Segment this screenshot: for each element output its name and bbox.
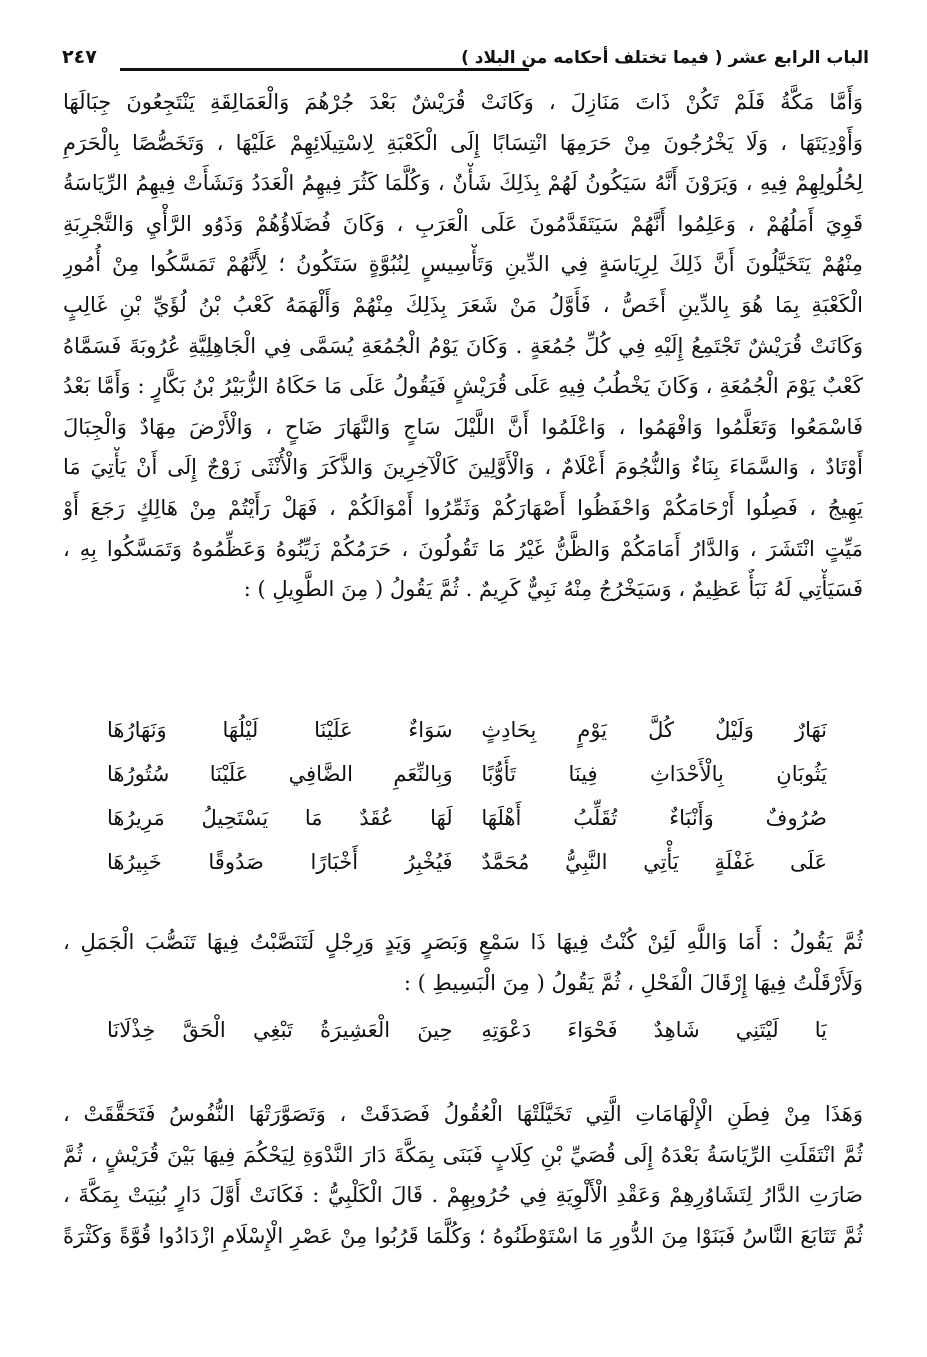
- text-line: الْكَعْبَةِ بِمَا هُوَ بِالدِّينِ أَخَصُّ ، فَأَوَّلُ مَنْ شَعَرَ بِذَلِكَ مِنْهُمْ وَأَلْهَمَهُ كَعْبُ بْنُ لُؤَيِّ بْنِ غَالِبٍ: [63, 292, 863, 317]
- verse-second-hemistich: سَوَاءٌ عَلَيْنَا لَيْلُهَا وَنَهَارُهَا: [107, 718, 453, 742]
- verse-second-hemistich: حِينَ الْعَشِيرَةُ تَبْغِي الْحَقَّ خِذْلَانَا: [107, 1018, 453, 1042]
- text-line: وَكَانَتْ قُرَيْشٌ تَجْتَمِعُ إِلَيْهِ فِي كُلِّ جُمُعَةٍ . وَكَانَ يَوْمُ الْجُمُعَةِ يُسَمَّى فِي الْجَاهِلِيَّةِ عُرُوبَةَ فَسَمَّاهُ: [63, 333, 863, 358]
- running-header: [62, 44, 869, 80]
- text-line: مَيِّتٍ انْتَشَرَ ، وَالدَّارُ أَمَامَكُمْ وَالظَّنُّ غَيْرُ مَا تَقُولُونَ ، حَرَمُكُمْ زَيِّنُوهُ وَعَظِّمُوهُ وَتَمَسَّكُوا بِهِ ،: [63, 536, 863, 561]
- text-line: ثُمَّ يَقُولُ : أَمَا وَاللَّهِ لَئِنْ كُنْتُ فِيهَا ذَا سَمْعٍ وَبَصَرٍ وَيَدٍ وَرِجْلٍ لَتَنَصَّبْتُ فِيهَا تَنَصُّبَ الْجَمَلِ ،: [63, 930, 863, 954]
- verse-first-hemistich: عَلَى غَفْلَةٍ يَأْتِي النَّبِيُّ مُحَمَّدٌ: [481, 850, 827, 874]
- verse-second-hemistich: فَيُخْبِرُ أَخْبَارًا صَدُوقًا خَبِيرُهَا: [107, 850, 453, 874]
- poem-block-2: [107, 1008, 827, 1052]
- verse-first-hemistich: يَثُوبَانِ بِالْأَحْدَاثِ فِينَا تَأَوُّبًا: [481, 762, 827, 786]
- page-number: ٢٤٧: [62, 46, 97, 68]
- text-line: قَوِيَ أَمَلُهُمْ ، وَعَلِمُوا أَنَّهُمْ سَيَتَقَدَّمُونَ عَلَى الْعَرَبِ ، وَكَانَ فُضَلَاؤُهُمْ وَذَوُو الرَّأْيِ وَالتَّجْرِبَةِ: [63, 211, 863, 236]
- verse-row: [107, 796, 827, 840]
- text-line: وَلَأَرْقَلْتُ فِيهَا إِرْقَالَ الْفَحْلِ ، ثُمَّ يَقُولُ ( مِنَ الْبَسِيطِ ) :: [403, 970, 863, 995]
- header-rule: [120, 68, 529, 71]
- verse-first-hemistich: يَا لَيْتَنِي شَاهِدٌ فَحْوَاءَ دَعْوَتِهِ: [481, 1018, 827, 1042]
- text-line: فَاسْمَعُوا وَتَعَلَّمُوا وَافْهَمُوا ، وَاعْلَمُوا أَنَّ اللَّيْلَ سَاجٍ وَالنَّهَارَ ضَاحٍ ، وَالْأَرْضَ مِهَادٌ وَالْجِبَالَ: [63, 414, 863, 439]
- verse-row: [107, 752, 827, 796]
- chapter-title: الباب الرابع عشر ( فيما تختلف أحكامه من البلاد ): [461, 48, 869, 68]
- text-line: أَوْتَادٌ ، وَالسَّمَاءَ بِنَاءٌ وَالنُّجُومَ أَعْلَامٌ ، وَالْأَوَّلِينَ كَالْآخِرِينَ وَالذَّكَرَ وَالْأُنْثَى زَوْجٌ إِلَى أَنْ يَأْتِيَ مَا: [63, 455, 863, 480]
- verse-second-hemistich: وَبِالنِّعَمِ الضَّافِي عَلَيْنَا سُتُورُهَا: [107, 762, 453, 786]
- verse-row: [107, 840, 827, 884]
- text-line: كَعْبٌ يَوْمَ الْجُمُعَةِ ، وَكَانَ يَخْطُبُ فِيهِ عَلَى قُرَيْشٍ فَيَقُولُ عَلَى مَا حَكَاهُ الزُّبَيْرُ بْنُ بَكَّارٍ : وَأَمَّا بَعْدُ: [63, 374, 863, 399]
- text-line: وَأَوْدِيَتَهَا ، وَلَا يَخْرُجُونَ مِنْ حَرَمِهَا انْتِسَابًا إِلَى الْكَعْبَةِ لِاسْتِيلَائِهِمْ عَلَيْهَا ، وَتَخَصُّصًا بِالْحَرَمِ: [63, 130, 863, 155]
- text-line: فَسَيَأْتِي لَهُ نَبَأٌ عَظِيمٌ ، وَسَيَخْرُجُ مِنْهُ نَبِيٌّ كَرِيمٌ . ثُمَّ يَقُولُ ( مِنَ الطَّوِيلِ ) :: [243, 577, 863, 602]
- prose-block-3: [63, 1094, 863, 1256]
- text-line: يَهِيجُ ، فَصِلُوا أَرْحَامَكُمْ وَاحْفَظُوا أَصْهَارَكُمْ وَثَمِّرُوا أَمْوَالَكُمْ ، فَهَلْ رَأَيْتُمْ مِنْ هَالِكٍ رَجَعَ أَوْ: [63, 495, 863, 520]
- verse-row: [107, 1008, 827, 1052]
- text-line: لِحُلُولِهِمْ فِيهِ ، وَيَرَوْنَ أَنَّهُ سَيَكُونُ لَهُمْ بِذَلِكَ شَأْنٌ ، وَكُلَّمَا كَثُرَ فِيهِمُ الْعَدَدُ وَنَشَأَتْ فِيهِمُ الرِّيَاسَةُ: [63, 171, 863, 196]
- text-line: ثُمَّ انْتَقَلَتِ الرِّيَاسَةُ بَعْدَهُ إِلَى قُصَيِّ بْنِ كِلَابٍ فَبَنَى بِمَكَّةَ دَارَ النَّدْوَةِ لِيَحْكُمَ فِيهَا بَيْنَ قُرَيْشٍ ، ثُمَّ: [63, 1142, 863, 1167]
- verse-second-hemistich: لَهَا عُقَدٌ مَا يَسْتَحِيلُ مَرِيرُهَا: [107, 806, 453, 830]
- verse-first-hemistich: صُرُوفٌ وَأَنْبَاءٌ تُقَلِّبُ أَهْلَهَا: [481, 806, 827, 830]
- prose-block-1: [63, 82, 863, 610]
- text-line: وَأَمَّا مَكَّةُ فَلَمْ تَكُنْ ذَاتَ مَنَازِلَ ، وَكَانَتْ قُرَيْشٌ بَعْدَ جُرْهُمَ وَالْعَمَالِقَةِ يَنْتَجِعُونَ جِبَالَهَا: [63, 90, 863, 114]
- text-line: ثُمَّ تَتَابَعَ النَّاسُ فَبَنَوْا مِنَ الدُّورِ مَا اسْتَوْطَنُوهُ ؛ وَكُلَّمَا قَرُبُوا مِنْ عَصْرِ الْإِسْلَامِ ازْدَادُوا قُوَّةً وَكَثْرَةً: [63, 1223, 863, 1248]
- text-line: صَارَتِ الدَّارُ لِتَشَاوُرِهِمْ وَعَقْدِ الْأَلْوِيَةِ فِي حُرُوبِهِمْ . قَالَ الْكَلْبِيُّ : فَكَانَتْ أَوَّلَ دَارٍ بُنِيَتْ بِمَكَّةَ ،: [63, 1183, 863, 1208]
- verse-row: [107, 708, 827, 752]
- poem-block-1: [107, 708, 827, 884]
- text-line: مِنْهُمْ يَتَخَيَّلُونَ أَنَّ ذَلِكَ لِرِيَاسَةٍ فِي الدِّينِ وَتَأْسِيسٍ لِنُبُوَّةٍ سَتَكُونُ ؛ لِأَنَّهُمْ تَمَسَّكُوا مِنْ أُمُورِ: [63, 252, 863, 277]
- prose-block-2: [63, 922, 863, 1003]
- verse-first-hemistich: نَهَارٌ وَلَيْلٌ كُلَّ يَوْمٍ بِحَادِثٍ: [481, 718, 827, 742]
- text-line: وَهَذَا مِنْ فِطَنِ الْإِلْهَامَاتِ الَّتِي تَخَيَّلَتْهَا الْعُقُولُ فَصَدَقَتْ ، وَتَصَوَّرَتْهَا النُّفُوسُ فَتَحَقَّقَتْ ،: [63, 1102, 863, 1126]
